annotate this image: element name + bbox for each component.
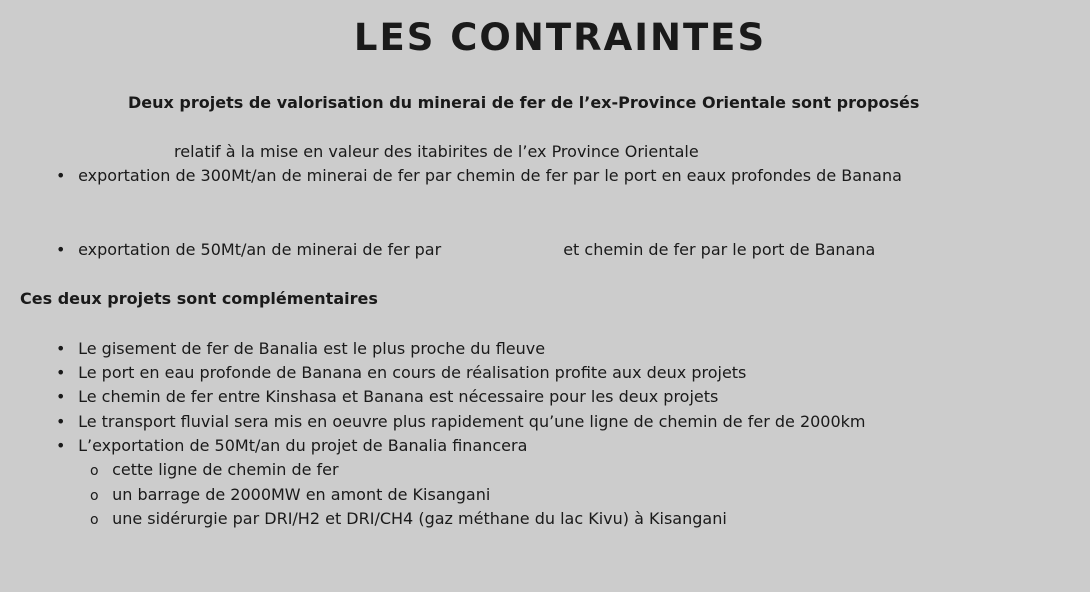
sub-list-item xyxy=(90,508,727,531)
subtitle: Deux projets de valorisation du minerai de fer de l’ex-Province Orientale sont proposés xyxy=(128,93,920,112)
list-item-label: L’exportation de 50Mt/an du projet de Banalia financera xyxy=(78,436,528,455)
project-intro-text: relatif à la mise en valeur des itabirites de l’ex Province Orientale xyxy=(174,142,699,161)
sub-list-item xyxy=(90,484,490,507)
project-item-50mt-label-start: exportation de 50Mt/an de minerai de fer par xyxy=(78,240,442,259)
sub-list-item-label: cette ligne de chemin de fer xyxy=(112,460,339,479)
project-item-300mt-label: exportation de 300Mt/an de minerai de fer par chemin de fer par le port en eaux profondes de Banana xyxy=(78,166,902,185)
page-title: LES CONTRAINTES xyxy=(353,16,767,59)
list-item xyxy=(56,362,746,384)
list-item xyxy=(56,338,545,360)
list-item-label: Le port en eau profonde de Banana en cours de réalisation profite aux deux projets xyxy=(78,363,747,382)
list-item-label: Le transport fluvial sera mis en oeuvre plus rapidement qu’une ligne de chemin de fer de 2000km xyxy=(78,412,866,431)
project-item-300mt xyxy=(56,165,902,187)
list-item xyxy=(56,386,718,408)
sub-list-item xyxy=(90,459,339,482)
list-item xyxy=(56,435,527,457)
project-item-50mt xyxy=(56,239,875,261)
section-heading: Ces deux projets sont complémentaires xyxy=(20,289,378,308)
list-item-label: Le gisement de fer de Banalia est le plus proche du fleuve xyxy=(78,339,546,358)
project-item-50mt-label-end: et chemin de fer par le port de Banana xyxy=(563,240,876,259)
list-item xyxy=(56,411,866,433)
sub-list-item-label: un barrage de 2000MW en amont de Kisangani xyxy=(112,485,491,504)
sub-list-item-label: une sidérurgie par DRI/H2 et DRI/CH4 (gaz méthane du lac Kivu) à Kisangani xyxy=(112,509,727,528)
list-item-label: Le chemin de fer entre Kinshasa et Banana est nécessaire pour les deux projets xyxy=(78,387,719,406)
